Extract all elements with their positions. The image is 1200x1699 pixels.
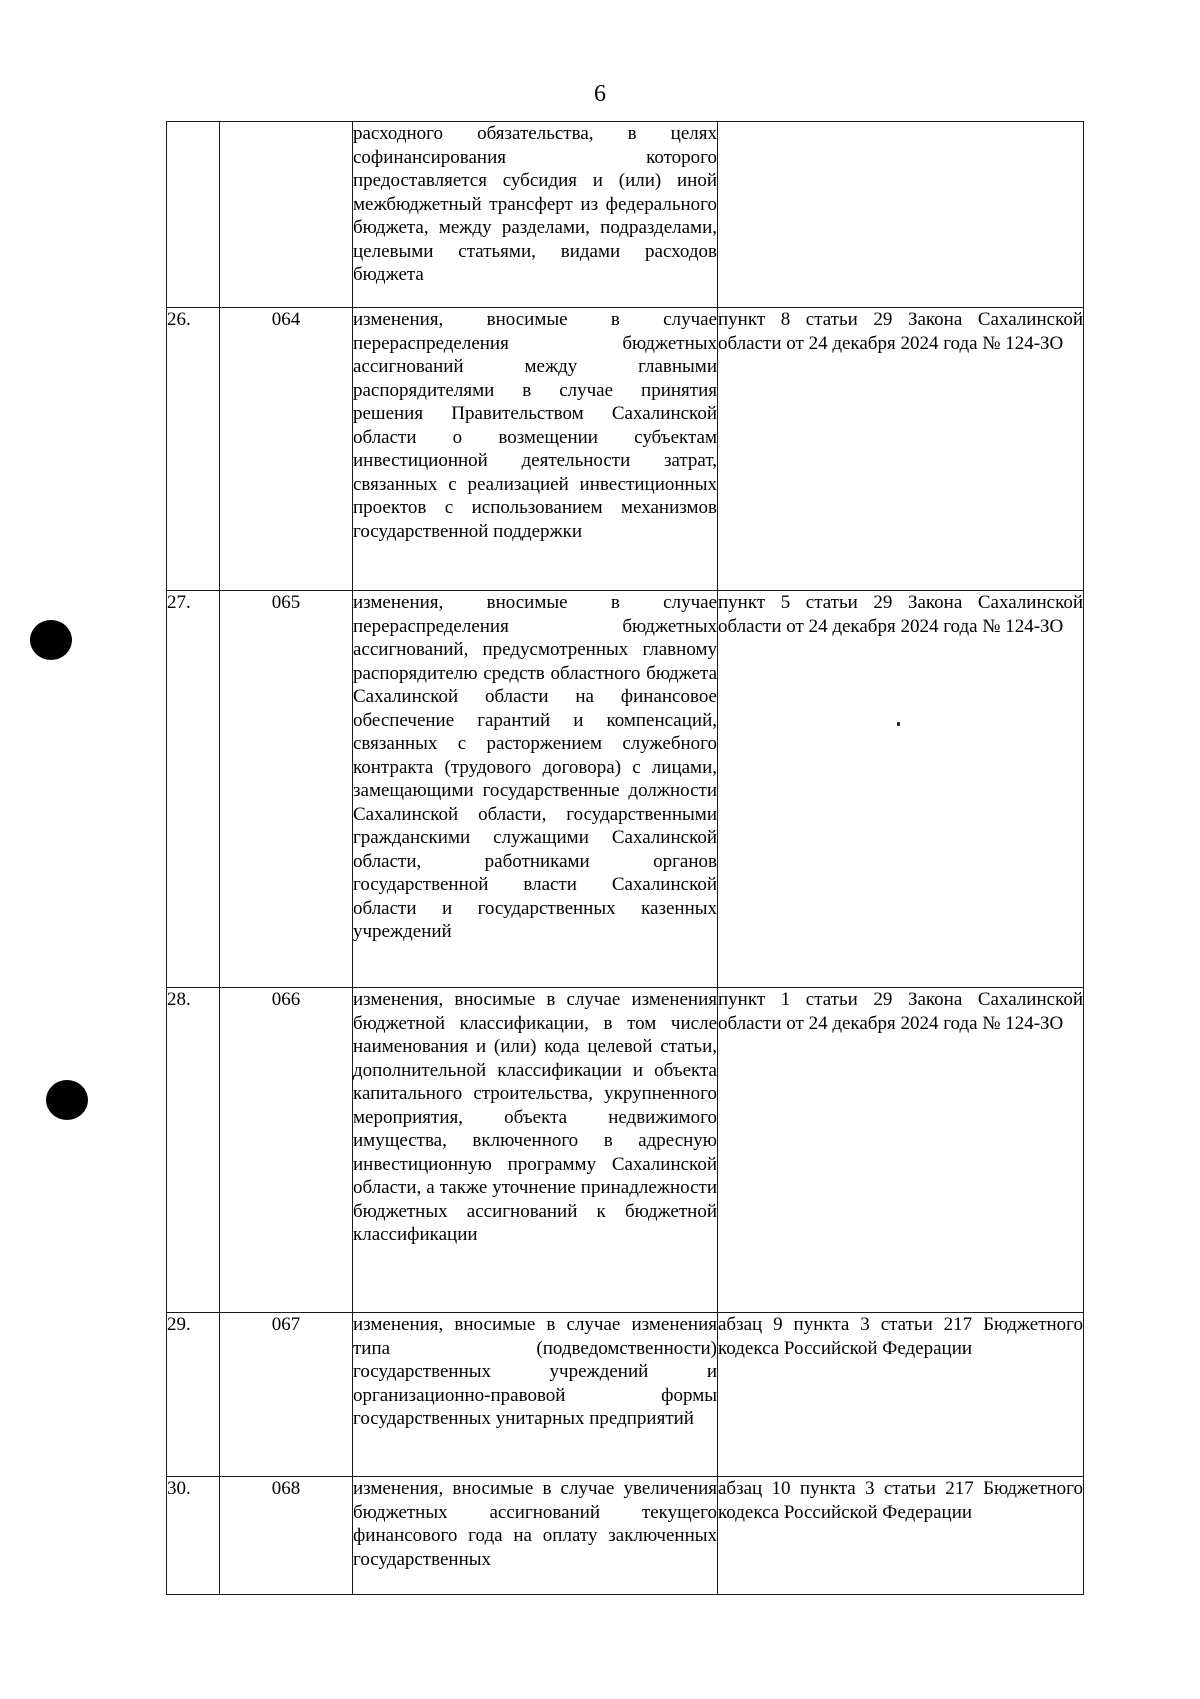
page-number: 6 <box>594 81 606 107</box>
row-code-cell: 065 <box>220 591 353 988</box>
row-description-cell: изменения, вносимые в случае перераспределения бюджетных ассигнований между главными распорядителями в случае принятия решения Правительством Сахалинской области о возмещении субъектам инвестиционной деятельности затрат, связанных с реализацией инвестиционных проектов с использованием механизмов государственной поддержки <box>353 308 718 591</box>
row-legal-basis-cell: абзац 10 пункта 3 статьи 217 Бюджетного кодекса Российской Федерации <box>718 1477 1084 1595</box>
punch-hole-mark <box>46 1080 88 1120</box>
punch-hole-mark <box>30 620 72 660</box>
row-code-cell: 067 <box>220 1313 353 1477</box>
row-description-cell: изменения, вносимые в случае изменения бюджетной классификации, в том числе наименования и (или) кода целевой статьи, дополнительной классификации и объекта капитального строительства, укрупненного мероприятия, объекта недвижимого имущества, включенного в адресную инвестиционную программу Сахалинской области, а также уточнение принадлежности бюджетных ассигнований к бюджетной классификации <box>353 988 718 1313</box>
row-number-cell: 27. <box>167 591 220 988</box>
row-legal-basis-cell <box>718 122 1084 308</box>
row-legal-basis-cell: пункт 8 статьи 29 Закона Сахалинской области от 24 декабря 2024 года № 124-ЗО <box>718 308 1084 591</box>
table-row <box>167 122 1084 308</box>
row-description-cell: изменения, вносимые в случае перераспределения бюджетных ассигнований, предусмотренных главному распорядителю средств областного бюджета Сахалинской области на финансовое обеспечение гарантий и компенсаций, связанных с расторжением служебного контракта (трудового договора) с лицами, замещающими государственные должности Сахалинской области, государственными гражданскими служащими Сахалинской области, работниками органов государственной власти Сахалинской области и государственных казенных учреждений <box>353 591 718 988</box>
row-legal-basis-cell: пункт 1 статьи 29 Закона Сахалинской области от 24 декабря 2024 года № 124-ЗО <box>718 988 1084 1313</box>
row-code-cell: 068 <box>220 1477 353 1595</box>
table-row <box>167 308 1084 591</box>
row-code-cell <box>220 122 353 308</box>
row-description-cell: изменения, вносимые в случае увеличения бюджетных ассигнований текущего финансового года на оплату заключенных государственных <box>353 1477 718 1595</box>
row-number-cell: 26. <box>167 308 220 591</box>
row-number-cell: 30. <box>167 1477 220 1595</box>
row-code-cell: 064 <box>220 308 353 591</box>
table-row <box>167 1477 1084 1595</box>
budget-changes-table <box>166 121 1084 1595</box>
row-number-cell <box>167 122 220 308</box>
table-row <box>167 591 1084 988</box>
table-row <box>167 1313 1084 1477</box>
table-row <box>167 988 1084 1313</box>
row-number-cell: 29. <box>167 1313 220 1477</box>
row-description-cell: изменения, вносимые в случае изменения типа (подведомственности) государственных учреждений и организационно-правовой формы государственных унитарных предприятий <box>353 1313 718 1477</box>
row-legal-basis-cell: пункт 5 статьи 29 Закона Сахалинской области от 24 декабря 2024 года № 124-ЗО <box>718 591 1084 988</box>
row-number-cell: 28. <box>167 988 220 1313</box>
row-code-cell: 066 <box>220 988 353 1313</box>
row-description-cell: расходного обязательства, в целях софинансирования которого предоставляется субсидия и (или) иной межбюджетный трансферт из федерального бюджета, между разделами, подразделами, целевыми статьями, видами расходов бюджета <box>353 122 718 308</box>
row-legal-basis-cell: абзац 9 пункта 3 статьи 217 Бюджетного кодекса Российской Федерации <box>718 1313 1084 1477</box>
